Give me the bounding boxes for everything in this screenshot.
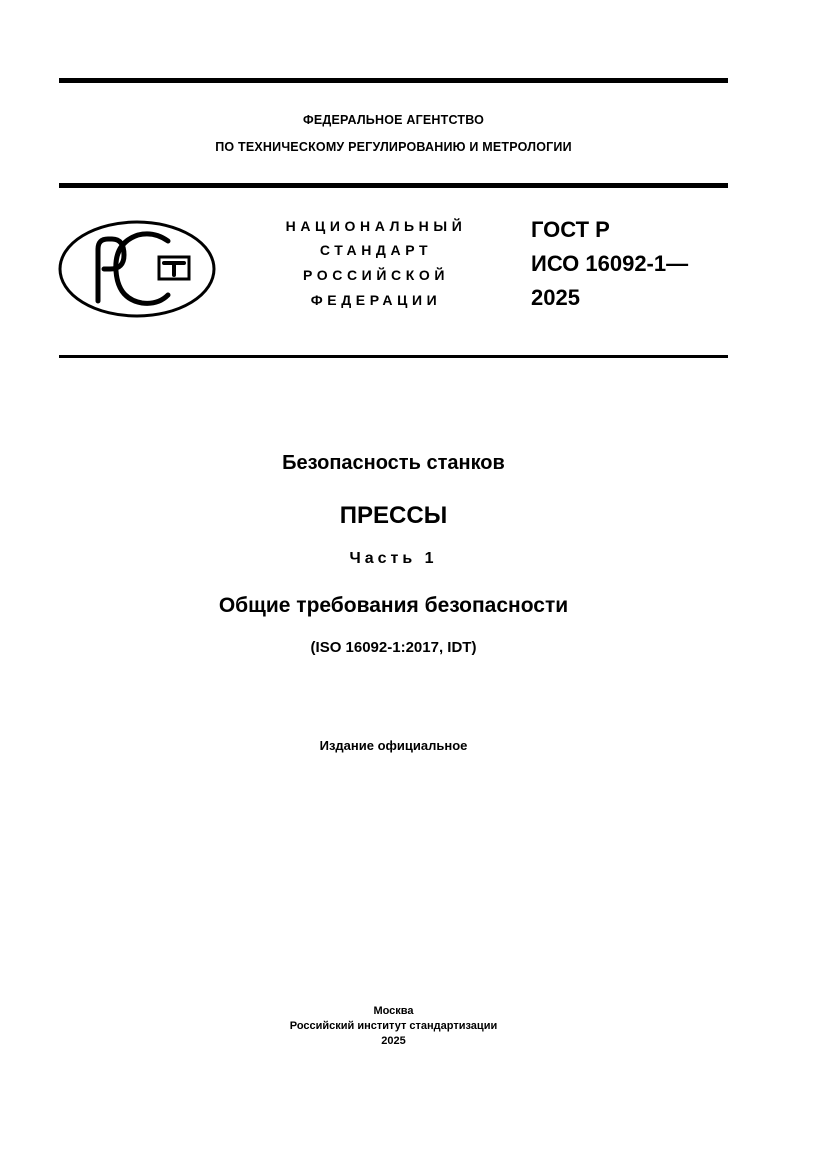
title-part: Часть 1 [349,550,438,567]
standard-type-line-1: НАЦИОНАЛЬНЫЙ [285,218,467,234]
designation-line-3: 2025 [531,285,580,310]
rst-certification-logo [58,219,218,319]
agency-line-1: ФЕДЕРАЛЬНОЕ АГЕНТСТВО [302,113,485,127]
footer-year: 2025 [381,1035,406,1047]
footer-publisher: Российский институт стандартизации [289,1020,498,1032]
title-subtitle: Общие требования безопасности [218,594,569,617]
header-bottom-rule [59,355,728,358]
top-rule [59,78,728,83]
standard-type-line-3: РОССИЙСКОЙ [303,267,449,283]
designation-line-2: ИСО 16092-1— [531,251,689,276]
header-rule [59,183,728,188]
designation-line-1: ГОСТ Р [531,217,610,242]
title-reference: (ISO 16092-1:2017, IDT) [310,639,477,656]
footer-city: Москва [373,1005,414,1017]
edition-label: Издание официальное [319,738,468,753]
standard-type-line-2: СТАНДАРТ [319,242,433,258]
agency-line-2: ПО ТЕХНИЧЕСКОМУ РЕГУЛИРОВАНИЮ И МЕТРОЛОГИИ [215,140,572,154]
standard-type-line-4: ФЕДЕРАЦИИ [310,292,442,308]
title-main: Безопасность станков [282,452,505,474]
title-subject: ПРЕССЫ [339,502,448,529]
